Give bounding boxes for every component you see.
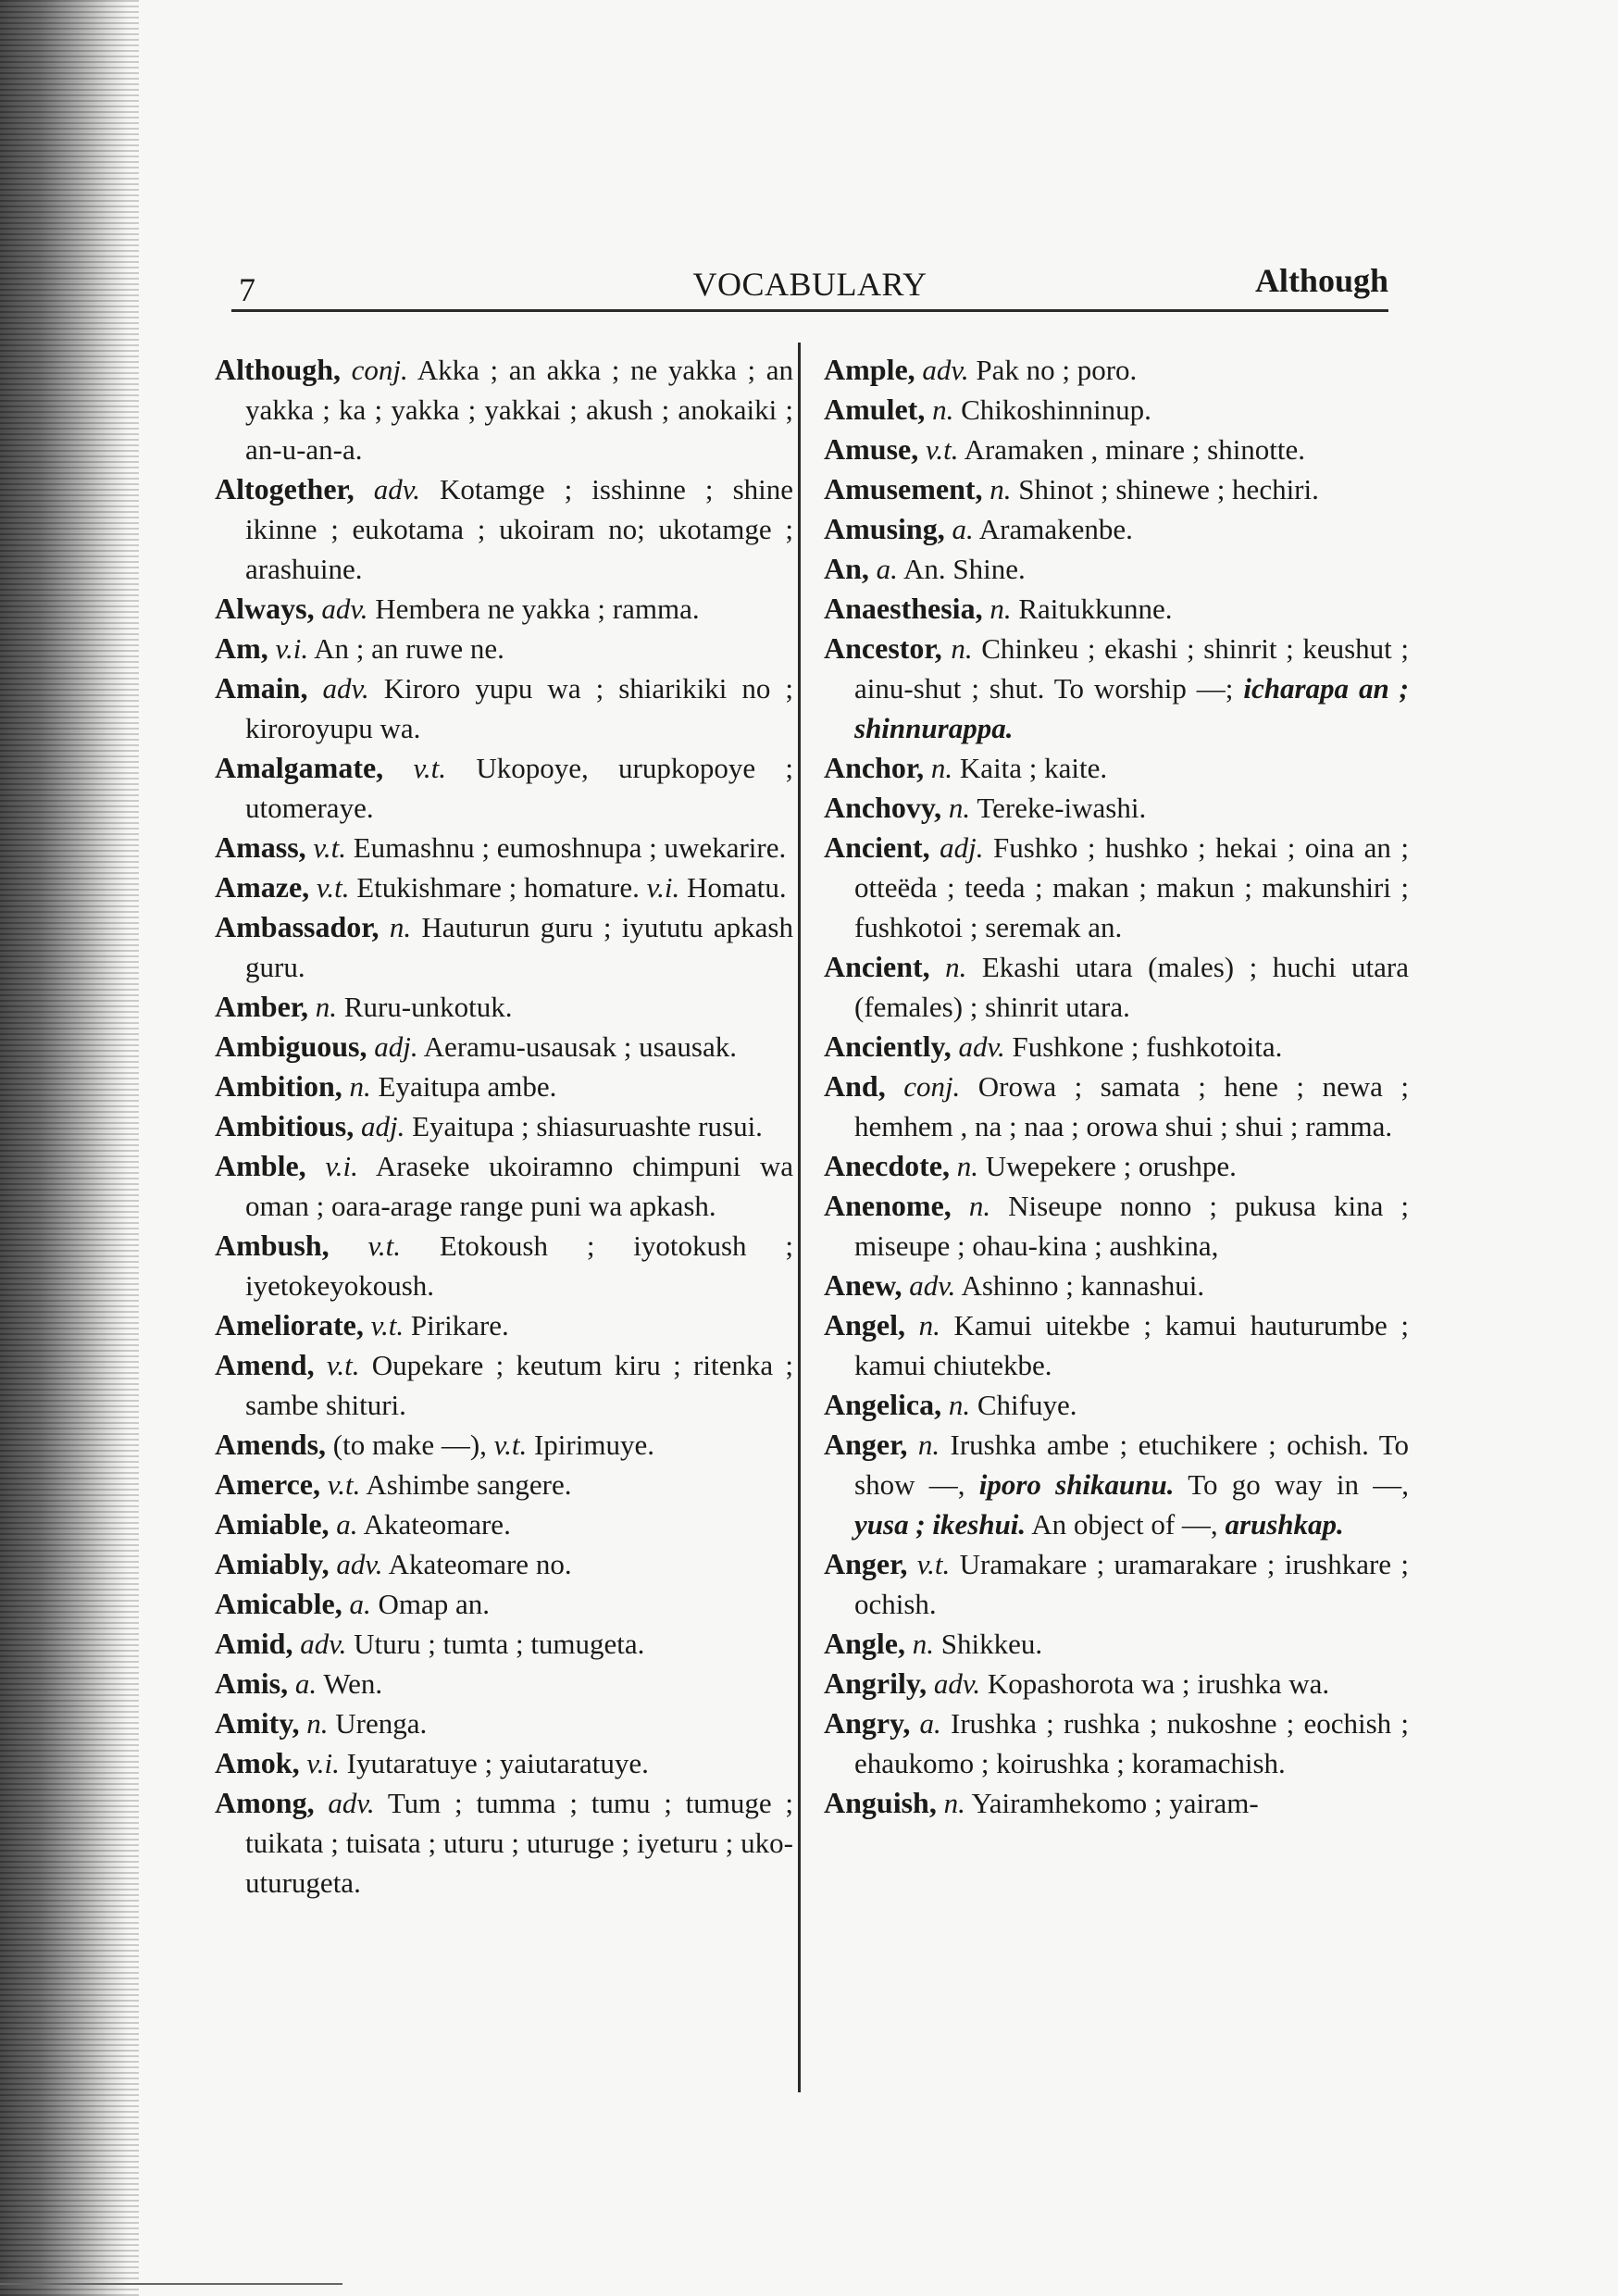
part-of-speech: n.	[968, 1190, 991, 1222]
dictionary-entry	[824, 1624, 1409, 1664]
headword: Anchovy,	[824, 791, 942, 824]
headword: Amis,	[215, 1666, 289, 1700]
guide-word: Although	[1254, 262, 1388, 299]
dictionary-entry	[215, 1783, 793, 1903]
definition: Wen.	[323, 1667, 383, 1700]
headword: Anaesthesia,	[824, 592, 983, 625]
headword: Ancestor,	[824, 631, 942, 665]
part-of-speech: n.	[932, 393, 954, 426]
part-of-speech: v.t.	[327, 1468, 361, 1501]
part-of-speech: a.	[876, 553, 898, 585]
dictionary-entry	[824, 1027, 1409, 1067]
part-of-speech: adv.	[933, 1667, 981, 1700]
definition: Aramakenbe.	[978, 513, 1133, 545]
part-of-speech: adv.	[373, 473, 421, 505]
headword: Amend,	[215, 1348, 315, 1381]
dictionary-entry	[215, 1226, 793, 1305]
definition: Eumashnu ; eumoshnupa ; uwekarire.	[353, 831, 787, 864]
headword: Amerce,	[215, 1467, 320, 1501]
dictionary-entry	[824, 1146, 1409, 1186]
dictionary-entry	[824, 629, 1409, 748]
part-of-speech: n.	[306, 1707, 329, 1740]
part-of-speech: adv.	[321, 593, 368, 625]
headword: Amulet,	[824, 393, 926, 426]
dictionary-entry	[824, 748, 1409, 788]
part-of-speech: n.	[912, 1628, 934, 1660]
definition: Uturu ; tumta ; tumugeta.	[354, 1628, 645, 1660]
dictionary-entry	[824, 828, 1409, 947]
headword: And,	[824, 1069, 886, 1103]
headword: Anguish,	[824, 1786, 937, 1819]
headword: Amid,	[215, 1627, 293, 1660]
headword: Anger,	[824, 1428, 908, 1461]
definition: Omap an.	[378, 1588, 491, 1620]
headword: Ambush,	[215, 1229, 330, 1262]
dictionary-entry	[824, 1385, 1409, 1425]
part-of-speech: n.	[918, 1309, 940, 1341]
definition: Araseke ukoiramno chimpuni wa oman ; oara-arage range puni wa apkash.	[245, 1150, 793, 1222]
definition: Eyaitupa ambe.	[378, 1070, 557, 1103]
headword: Angrily,	[824, 1666, 927, 1700]
headword: Among,	[215, 1786, 315, 1819]
dictionary-entry	[215, 1624, 793, 1664]
definition: Raitukkunne.	[1018, 593, 1173, 625]
dictionary-entry	[215, 1504, 793, 1544]
part-of-speech: n.	[943, 1787, 965, 1819]
part-of-speech: adv.	[958, 1030, 1005, 1063]
headword: An,	[824, 552, 869, 585]
phrase-translation: icharapa an ; shinnurappa.	[854, 672, 1409, 744]
headword: Ambassador,	[215, 910, 380, 943]
definition: Oupekare ; keutum kiru ; ritenka ; sambe shituri.	[245, 1349, 794, 1421]
definition: Shikkeu.	[940, 1628, 1043, 1660]
page-header	[231, 261, 1388, 307]
part-of-speech: n.	[989, 473, 1012, 505]
definition: Kotamge ; isshinne ; shine ikinne ; eukotama ; ukoiram no; ukotamge ; arashuine.	[245, 473, 793, 585]
part-of-speech: v.t.	[925, 433, 959, 466]
dictionary-entry	[824, 1186, 1409, 1266]
part-of-speech: v.i.	[325, 1150, 358, 1182]
dictionary-entry	[215, 987, 793, 1027]
dictionary-entry	[215, 1027, 793, 1067]
dictionary-entry	[215, 629, 793, 668]
definition: An ; an ruwe ne.	[314, 632, 504, 665]
dictionary-entry	[215, 1584, 793, 1624]
definition: Chinkeu ; ekashi ; shinrit ; keushut ; ainu-shut ; shut. To worship —;	[854, 632, 1410, 705]
part-of-speech: v.t.	[916, 1548, 951, 1580]
dictionary-entry	[824, 350, 1409, 390]
headword: Amok,	[215, 1746, 300, 1779]
definition: Fushko ; hushko ; hekai ; oina an ; otteëda ; teeda ; makan ; makun ; makunshiri ; fushkotoi ; seremak an.	[854, 831, 1410, 943]
dictionary-entry	[215, 1664, 793, 1703]
phrase-translation: yusa ; ikeshui.	[854, 1508, 1027, 1541]
headword: Amiably,	[215, 1547, 330, 1580]
headword: Amass,	[215, 830, 306, 864]
part-of-speech: adj.	[940, 831, 984, 864]
part-of-speech: n.	[930, 752, 953, 784]
dictionary-entry	[215, 1425, 793, 1465]
part-of-speech: n.	[315, 991, 338, 1023]
dictionary-entry	[215, 1305, 793, 1345]
headword: Anciently,	[824, 1029, 952, 1063]
definition: Hauturun guru ; iyututu apkash guru.	[245, 911, 793, 983]
part-of-speech: v.i.	[306, 1747, 340, 1779]
headword: Altogether,	[215, 472, 355, 505]
part-of-speech: a.	[919, 1707, 941, 1740]
definition: Kamui uitekbe ; kamui hauturumbe ; kamui chiutekbe.	[854, 1309, 1409, 1381]
dictionary-entry	[215, 589, 793, 629]
scan-bottom-edge	[0, 2283, 342, 2285]
dictionary-entry	[215, 907, 793, 987]
definition: Pak no ; poro.	[976, 354, 1138, 386]
definition: Eyaitupa ; shiasuruashte rusui.	[412, 1110, 763, 1142]
part-of-speech: n.	[948, 1389, 971, 1421]
part-of-speech: a.	[952, 513, 974, 545]
part-of-speech: a.	[294, 1667, 317, 1700]
dictionary-entry	[215, 828, 793, 867]
headword: Amity,	[215, 1706, 300, 1740]
definition: Urenga.	[335, 1707, 428, 1740]
part-of-speech: v.i.	[646, 871, 680, 904]
definition: An object of —,	[1031, 1508, 1218, 1541]
right-column	[824, 350, 1409, 1823]
page-number: 7	[239, 271, 255, 308]
part-of-speech: a.	[336, 1508, 358, 1541]
dictionary-entry	[215, 1106, 793, 1146]
dictionary-entry	[215, 1544, 793, 1584]
headword: Amain,	[215, 671, 308, 705]
definition: Akateomare no.	[388, 1548, 572, 1580]
definition: Irushka ; rushka ; nukoshne ; eochish ; ehaukomo ; koirushka ; koramachish.	[854, 1707, 1409, 1779]
definition: Tereke-iwashi.	[977, 792, 1147, 824]
part-of-speech: conj.	[903, 1070, 961, 1103]
part-of-speech: v.t.	[413, 752, 447, 784]
part-of-speech: conj.	[351, 354, 408, 386]
dictionary-entry	[824, 1305, 1409, 1385]
part-of-speech: adj.	[361, 1110, 405, 1142]
part-of-speech: n.	[389, 911, 412, 943]
definition: Irushka ambe ; etuchikere ; ochish. To show —,	[854, 1429, 1410, 1501]
definition: Ashimbe sangere.	[366, 1468, 572, 1501]
dictionary-entry	[215, 668, 793, 748]
dictionary-entry	[824, 1544, 1409, 1624]
part-of-speech: v.t.	[313, 831, 346, 864]
dictionary-entry	[215, 1146, 793, 1226]
headword: Amicable,	[215, 1587, 342, 1620]
running-title: VOCABULARY	[692, 266, 927, 303]
definition: Homatu.	[686, 871, 787, 904]
part-of-speech: n.	[989, 593, 1012, 625]
dictionary-entry	[215, 350, 793, 469]
headword: Am,	[215, 631, 268, 665]
part-of-speech: adj.	[374, 1030, 418, 1063]
definition: Aeramu-usausak ; usausak.	[423, 1030, 737, 1063]
dictionary-entry	[824, 1703, 1409, 1783]
part-of-speech: v.t.	[326, 1349, 360, 1381]
headword: Although,	[215, 353, 342, 386]
definition: To go way in —,	[1188, 1468, 1410, 1501]
part-of-speech: v.t.	[316, 871, 350, 904]
headword: Amends,	[215, 1428, 327, 1461]
definition: Iyutaratuye ; yaiutaratuye.	[346, 1747, 649, 1779]
part-of-speech: n.	[917, 1429, 940, 1461]
dictionary-entry	[215, 1465, 793, 1504]
definition: Orowa ; samata ; hene ; newa ; hemhem , na ; naa ; orowa shui ; shui ; ramma.	[854, 1070, 1409, 1142]
definition: An. Shine.	[902, 553, 1026, 585]
part-of-speech: v.t.	[367, 1229, 402, 1262]
spine-scan-noise	[0, 0, 139, 2296]
part-of-speech: adv.	[336, 1548, 383, 1580]
usage-note: (to make —),	[332, 1429, 487, 1461]
dictionary-entry	[215, 748, 793, 828]
dictionary-entry	[824, 509, 1409, 549]
definition: Ipirimuye.	[533, 1429, 654, 1461]
definition: Etokoush ; iyotokush ; iyetokeyokoush.	[245, 1229, 794, 1302]
headword: Ambiguous,	[215, 1029, 367, 1063]
dictionary-entry	[215, 469, 793, 589]
headword: Angel,	[824, 1308, 905, 1341]
definition: Ukopoye, urupkopoye ; utomeraye.	[245, 752, 794, 824]
part-of-speech: n.	[956, 1150, 978, 1182]
headword: Always,	[215, 592, 315, 625]
part-of-speech: n.	[948, 792, 971, 824]
header-rule	[231, 309, 1388, 312]
headword: Amber,	[215, 990, 309, 1023]
headword: Ameliorate,	[215, 1308, 364, 1341]
headword: Amusing,	[824, 512, 945, 545]
headword: Anger,	[824, 1547, 908, 1580]
headword: Amuse,	[824, 432, 919, 466]
headword: Amble,	[215, 1149, 306, 1182]
definition: Chikoshinninup.	[961, 393, 1151, 426]
headword: Anecdote,	[824, 1149, 950, 1182]
part-of-speech: adv.	[328, 1787, 375, 1819]
definition: Niseupe nonno ; pukusa kina ; miseupe ; ohau-kina ; aushkina,	[854, 1190, 1410, 1262]
definition: Kaita ; kaite.	[959, 752, 1108, 784]
dictionary-entry	[824, 1067, 1409, 1146]
dictionary-entry	[215, 1743, 793, 1783]
part-of-speech: adv.	[322, 672, 369, 705]
dictionary-entry	[824, 469, 1409, 509]
headword: Ancient,	[824, 950, 930, 983]
definition: Kopashorota wa ; irushka wa.	[987, 1667, 1330, 1700]
phrase-translation: arushkap.	[1225, 1508, 1344, 1541]
definition: Tum ; tumma ; tumu ; tumuge ; tuikata ; tuisata ; uturu ; uturuge ; iyeturu ; uko-uturugeta.	[245, 1787, 794, 1899]
part-of-speech: n.	[349, 1070, 371, 1103]
headword: Angelica,	[824, 1388, 942, 1421]
column-divider	[798, 343, 801, 2092]
dictionary-entry	[824, 788, 1409, 828]
definition: Akka ; an akka ; ne yakka ; an yakka ; ka ; yakka ; yakkai ; akush ; anokaiki ; an-u-an-a.	[245, 354, 793, 466]
definition: Shinot ; shinewe ; hechiri.	[1018, 473, 1319, 505]
dictionary-entry	[824, 947, 1409, 1027]
dictionary-entry	[215, 1067, 793, 1106]
definition: Kiroro yupu wa ; shiarikiki no ; kiroroyupu wa.	[245, 672, 794, 744]
part-of-speech: adv.	[300, 1628, 347, 1660]
dictionary-entry	[215, 1703, 793, 1743]
part-of-speech: v.i.	[275, 632, 309, 665]
headword: Ample,	[824, 353, 915, 386]
headword: Angle,	[824, 1627, 905, 1660]
part-of-speech: adv.	[909, 1269, 956, 1302]
headword: Ambitious,	[215, 1109, 355, 1142]
headword: Ancient,	[824, 830, 930, 864]
definition: Hembera ne yakka ; ramma.	[375, 593, 700, 625]
definition: Fushkone ; fushkotoita.	[1012, 1030, 1283, 1063]
dictionary-entry	[824, 1425, 1409, 1544]
part-of-speech: adv.	[922, 354, 969, 386]
dictionary-entry	[824, 390, 1409, 430]
headword: Anenome,	[824, 1189, 952, 1222]
dictionary-entry	[215, 1345, 793, 1425]
headword: Amaze,	[215, 870, 310, 904]
dictionary-entry	[824, 430, 1409, 469]
part-of-speech: n.	[945, 951, 967, 983]
headword: Ambition,	[215, 1069, 342, 1103]
part-of-speech: v.t.	[493, 1429, 528, 1461]
dictionary-entry	[824, 1664, 1409, 1703]
dictionary-entry	[824, 589, 1409, 629]
dictionary-entry	[824, 1783, 1409, 1823]
definition: Uwepekere ; orushpe.	[985, 1150, 1237, 1182]
definition: Pirikare.	[410, 1309, 509, 1341]
definition: Uramakare ; uramarakare ; irushkare ; ochish.	[854, 1548, 1409, 1620]
definition: Akateomare.	[363, 1508, 511, 1541]
dictionary-entry	[215, 867, 793, 907]
definition: Yairamhekomo ; yairam-	[971, 1787, 1259, 1819]
headword: Amiable,	[215, 1507, 330, 1541]
part-of-speech: n.	[951, 632, 973, 665]
definition: Aramaken , minare ; shinotte.	[964, 433, 1306, 466]
left-column	[215, 350, 793, 1903]
definition: Ashinno ; kannashui.	[961, 1269, 1205, 1302]
headword: Angry,	[824, 1706, 911, 1740]
definition: Etukishmare ; homature.	[356, 871, 640, 904]
definition: Ekashi utara (males) ; huchi utara (females) ; shinrit utara.	[854, 951, 1409, 1023]
dictionary-entry	[824, 1266, 1409, 1305]
part-of-speech: a.	[349, 1588, 371, 1620]
part-of-speech: v.t.	[370, 1309, 404, 1341]
phrase-translation: iporo shikaunu.	[978, 1468, 1175, 1501]
headword: Anchor,	[824, 751, 925, 784]
definition: Ruru-unkotuk.	[343, 991, 513, 1023]
definition: Chifuye.	[977, 1389, 1077, 1421]
headword: Amusement,	[824, 472, 983, 505]
dictionary-entry	[824, 549, 1409, 589]
headword: Amalgamate,	[215, 751, 384, 784]
headword: Anew,	[824, 1268, 902, 1302]
